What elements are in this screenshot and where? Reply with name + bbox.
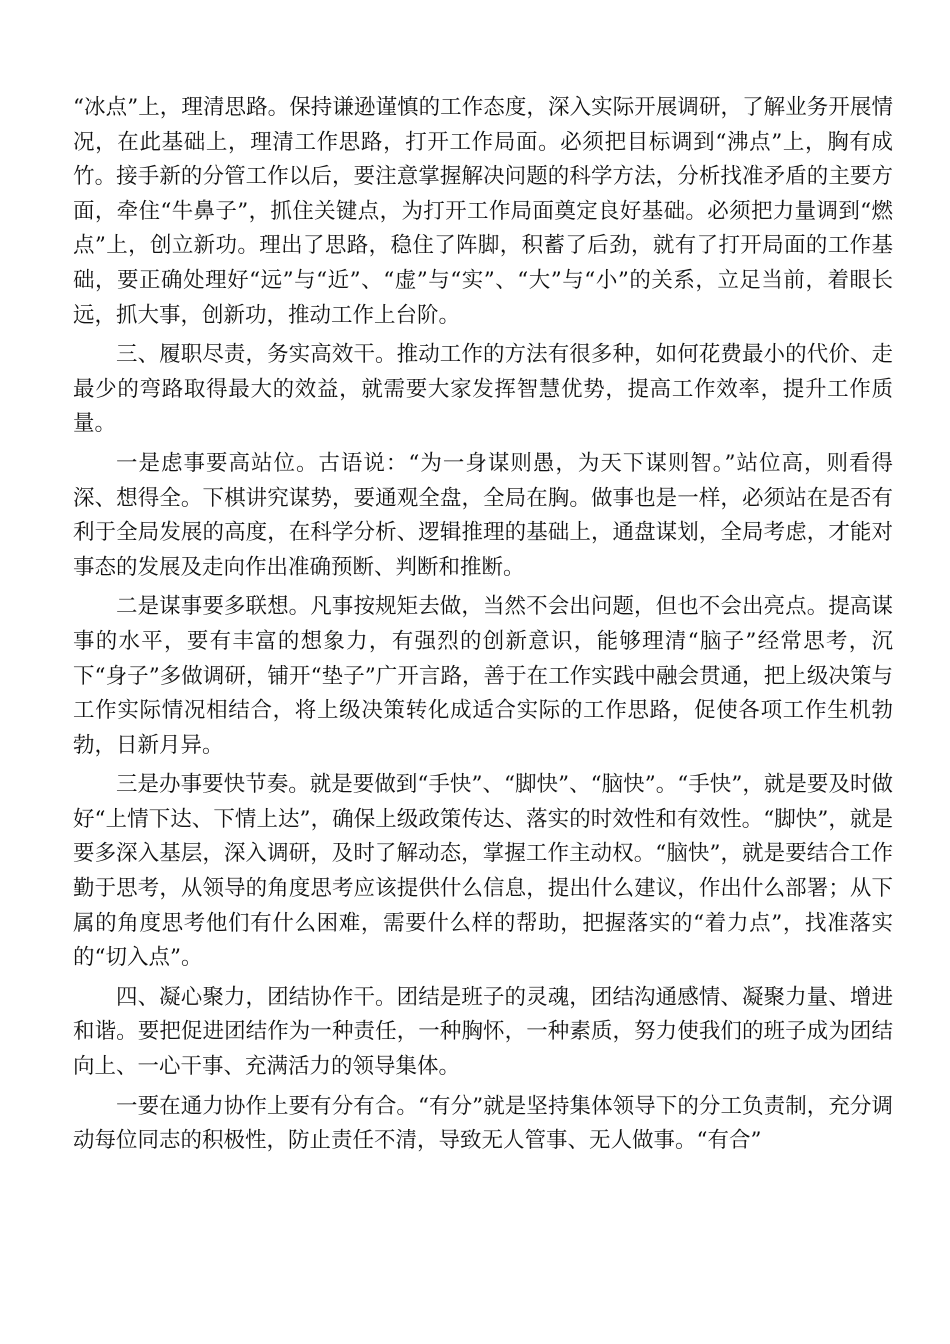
paragraph-section-three: 三、履职尽责，务实高效干。推动工作的方法有很多种，如何花费最小的代价、走最少的弯路取得最大的效益，就需要大家发挥智慧优势，提高工作效率，提升工作质量。 — [73, 342, 893, 437]
document-body — [73, 91, 893, 1164]
paragraph-point-three: 三是办事要快节奏。就是要做到“手快”、“脚快”、“脑快”。“手快”，就是要及时做好“上情下达、下情上达”，确保上级政策传达、落实的时效性和有效性。“脚快”，就是要多深入基层，深入调研，及时了解动态，掌握工作主动权。“脑快”，就是要结合工作勤于思考，从领导的角度思考应该提供什么信息，提出什么建议，作出什么部署；从下属的角度思考他们有什么困难，需要什么样的帮助，把握落实的“着力点”，找准落实的“切入点”。 — [73, 772, 893, 971]
paragraph-point-two: 二是谋事要多联想。凡事按规矩去做，当然不会出问题，但也不会出亮点。提高谋事的水平，要有丰富的想象力，有强烈的创新意识，能够理清“脑子”经常思考，沉下“身子”多做调研，铺开“垫子”广开言路，善于在工作实践中融会贯通，把上级决策与工作实际情况相结合，将上级决策转化成适合实际的工作思路，促使各项工作生机勃勃，日新月异。 — [73, 594, 893, 758]
paragraph-section-four: 四、凝心聚力，团结协作干。团结是班子的灵魂，团结沟通感情、凝聚力量、增进和谐。要把促进团结作为一种责任，一种胸怀，一种素质，努力使我们的班子成为团结向上、一心干事、充满活力的领导集体。 — [73, 984, 893, 1080]
paragraph-cooperation: 一要在通力协作上要有分有合。“有分”就是坚持集体领导下的分工负责制，充分调动每位同志的积极性，防止责任不清，导致无人管事、无人做事。“有合” — [73, 1093, 893, 1154]
paragraph-1-continued: “冰点”上，理清思路。保持谦逊谨慎的工作态度，深入实际开展调研，了解业务开展情况，在此基础上，理清工作思路，打开工作局面。必须把目标调到“沸点”上，胸有成竹。接手新的分管工作以后，要注意掌握解决问题的科学方法，分析找准矛盾的主要方面，牵住“牛鼻子”，抓住关键点，为打开工作局面奠定良好基础。必须把力量调到“燃点”上，创立新功。理出了思路，稳住了阵脚，积蓄了后劲，就有了打开局面的工作基础，要正确处理好“远”与“近”、“虚”与“实”、“大”与“小”的关系，立足当前，着眼长远，抓大事，创新功，推动工作上台阶。 — [73, 95, 893, 328]
paragraph-point-one: 一是虑事要高站位。古语说：“为一身谋则愚，为天下谋则智。”站位高，则看得深、想得全。下棋讲究谋势，要通观全盘，全局在胸。做事也是一样，必须站在是否有利于全局发展的高度，在科学分析、逻辑推理的基础上，通盘谋划，全局考虑，才能对事态的发展及走向作出准确预断、判断和推断。 — [73, 450, 893, 580]
